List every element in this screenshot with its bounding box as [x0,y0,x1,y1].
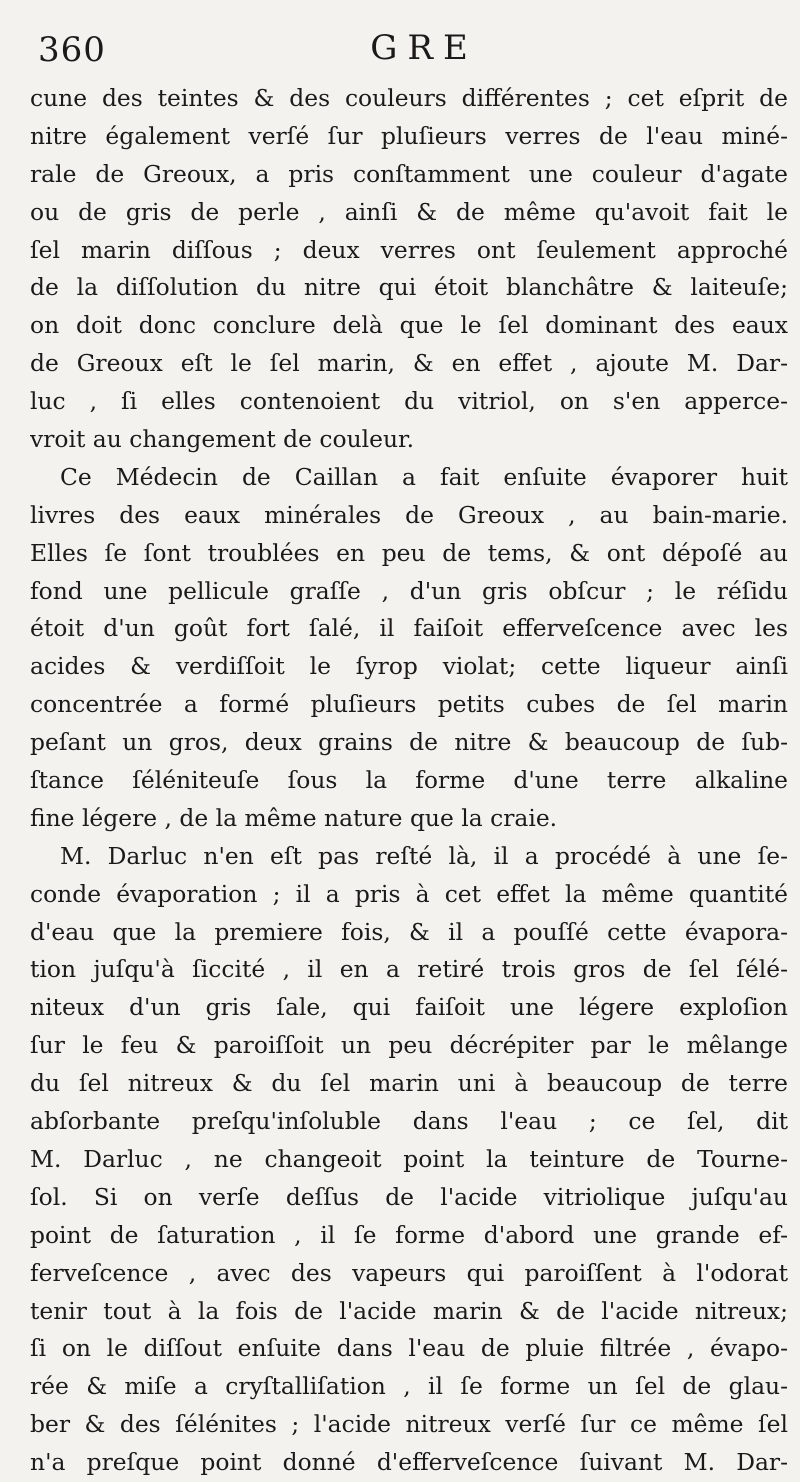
text-line: Ce Médecin de Caillan a fait enſuite évaporer huit [60,462,788,491]
text-line: ber & des ſélénites ; l'acide nitreux verſé ſur ce même ſel [30,1410,788,1439]
text-line: ſur le feu & paroiſſoit un peu décrépiter par le mêlange [30,1031,788,1060]
text-line: ſtance ſéléniteuſe ſous la forme d'une terre alkaline [30,766,788,795]
running-head: GRE [370,28,478,68]
text-line: peſant un gros, deux grains de nitre & beaucoup de ſub- [30,728,788,757]
text-line: ou de gris de perle , ainſi & de même qu'avoit fait le [30,197,788,226]
text-line: tenir tout à la fois de l'acide marin & de l'acide nitreux; [30,1296,788,1325]
text-line: on doit donc conclure delà que le ſel dominant des eaux [30,311,788,340]
text-line: étoit d'un goût fort ſalé, il faiſoit efferveſcence avec les [30,614,788,643]
text-line: nitre également verſé ſur pluſieurs verres de l'eau miné- [30,121,788,150]
text-line: du ſel nitreux & du ſel marin uni à beaucoup de terre [30,1069,788,1098]
text-line: M. Darluc , ne changeoit point la teinture de Tourne- [30,1144,788,1173]
text-line: point de ſaturation , il ſe forme d'abord une grande ef- [30,1220,788,1249]
text-line: de Greoux eſt le ſel marin, & en effet , ajoute M. Dar- [30,349,788,378]
text-line: conde évaporation ; il a pris à cet effet la même quantité [30,879,788,908]
text-line: n'a preſque point donné d'efferveſcence ſuivant M. Dar- [30,1448,788,1477]
page-number: 360 [38,30,106,70]
text-line: ſol. Si on verſe deſſus de l'acide vitriolique juſqu'au [30,1182,788,1211]
text-line: luc , ſi elles contenoient du vitriol, on s'en apperce- [30,387,788,416]
body-text [30,80,788,1482]
text-line: rale de Greoux, a pris conſtamment une couleur d'agate [30,159,788,188]
text-line: ſel marin diſſous ; deux verres ont ſeulement approché [30,235,788,264]
text-line: fond une pellicule graſſe , d'un gris obſcur ; le réſidu [30,576,788,605]
text-line: ferveſcence , avec des vapeurs qui paroiſſent à l'odorat [30,1258,788,1287]
text-line: acides & verdiſſoit le ſyrop violat; cette liqueur ainſi [30,652,788,681]
text-line: rée & miſe a cryſtalliſation , il ſe forme un ſel de glau- [30,1372,788,1401]
text-line: niteux d'un gris ſale, qui faiſoit une légere exploſion [30,993,788,1022]
text-line: abſorbante preſqu'inſoluble dans l'eau ; ce ſel, dit [30,1107,788,1136]
text-line: d'eau que la premiere fois, & il a pouſſé cette évapora- [30,917,788,946]
text-line: tion juſqu'à ſiccité , il en a retiré trois gros de ſel ſélé- [30,955,788,984]
text-line: Elles ſe ſont troublées en peu de tems, & ont dépoſé au [30,538,788,567]
text-line: M. Darluc n'en eſt pas reſté là, il a procédé à une ſe- [60,841,788,870]
text-line: livres des eaux minérales de Greoux , au bain-marie. [30,500,788,529]
text-line: de la diſſolution du nitre qui étoit blanchâtre & laiteuſe; [30,273,788,302]
text-line: vroit au changement de couleur. [30,425,415,454]
text-line: fine légere , de la même nature que la craie. [30,803,558,832]
text-line: cune des teintes & des couleurs différentes ; cet eſprit de [30,84,788,112]
text-line: concentrée a formé pluſieurs petits cubes de ſel marin [30,690,788,719]
page-header [30,0,788,80]
text-line: ſi on le diſſout enſuite dans l'eau de pluie filtrée , évapo- [30,1334,788,1363]
